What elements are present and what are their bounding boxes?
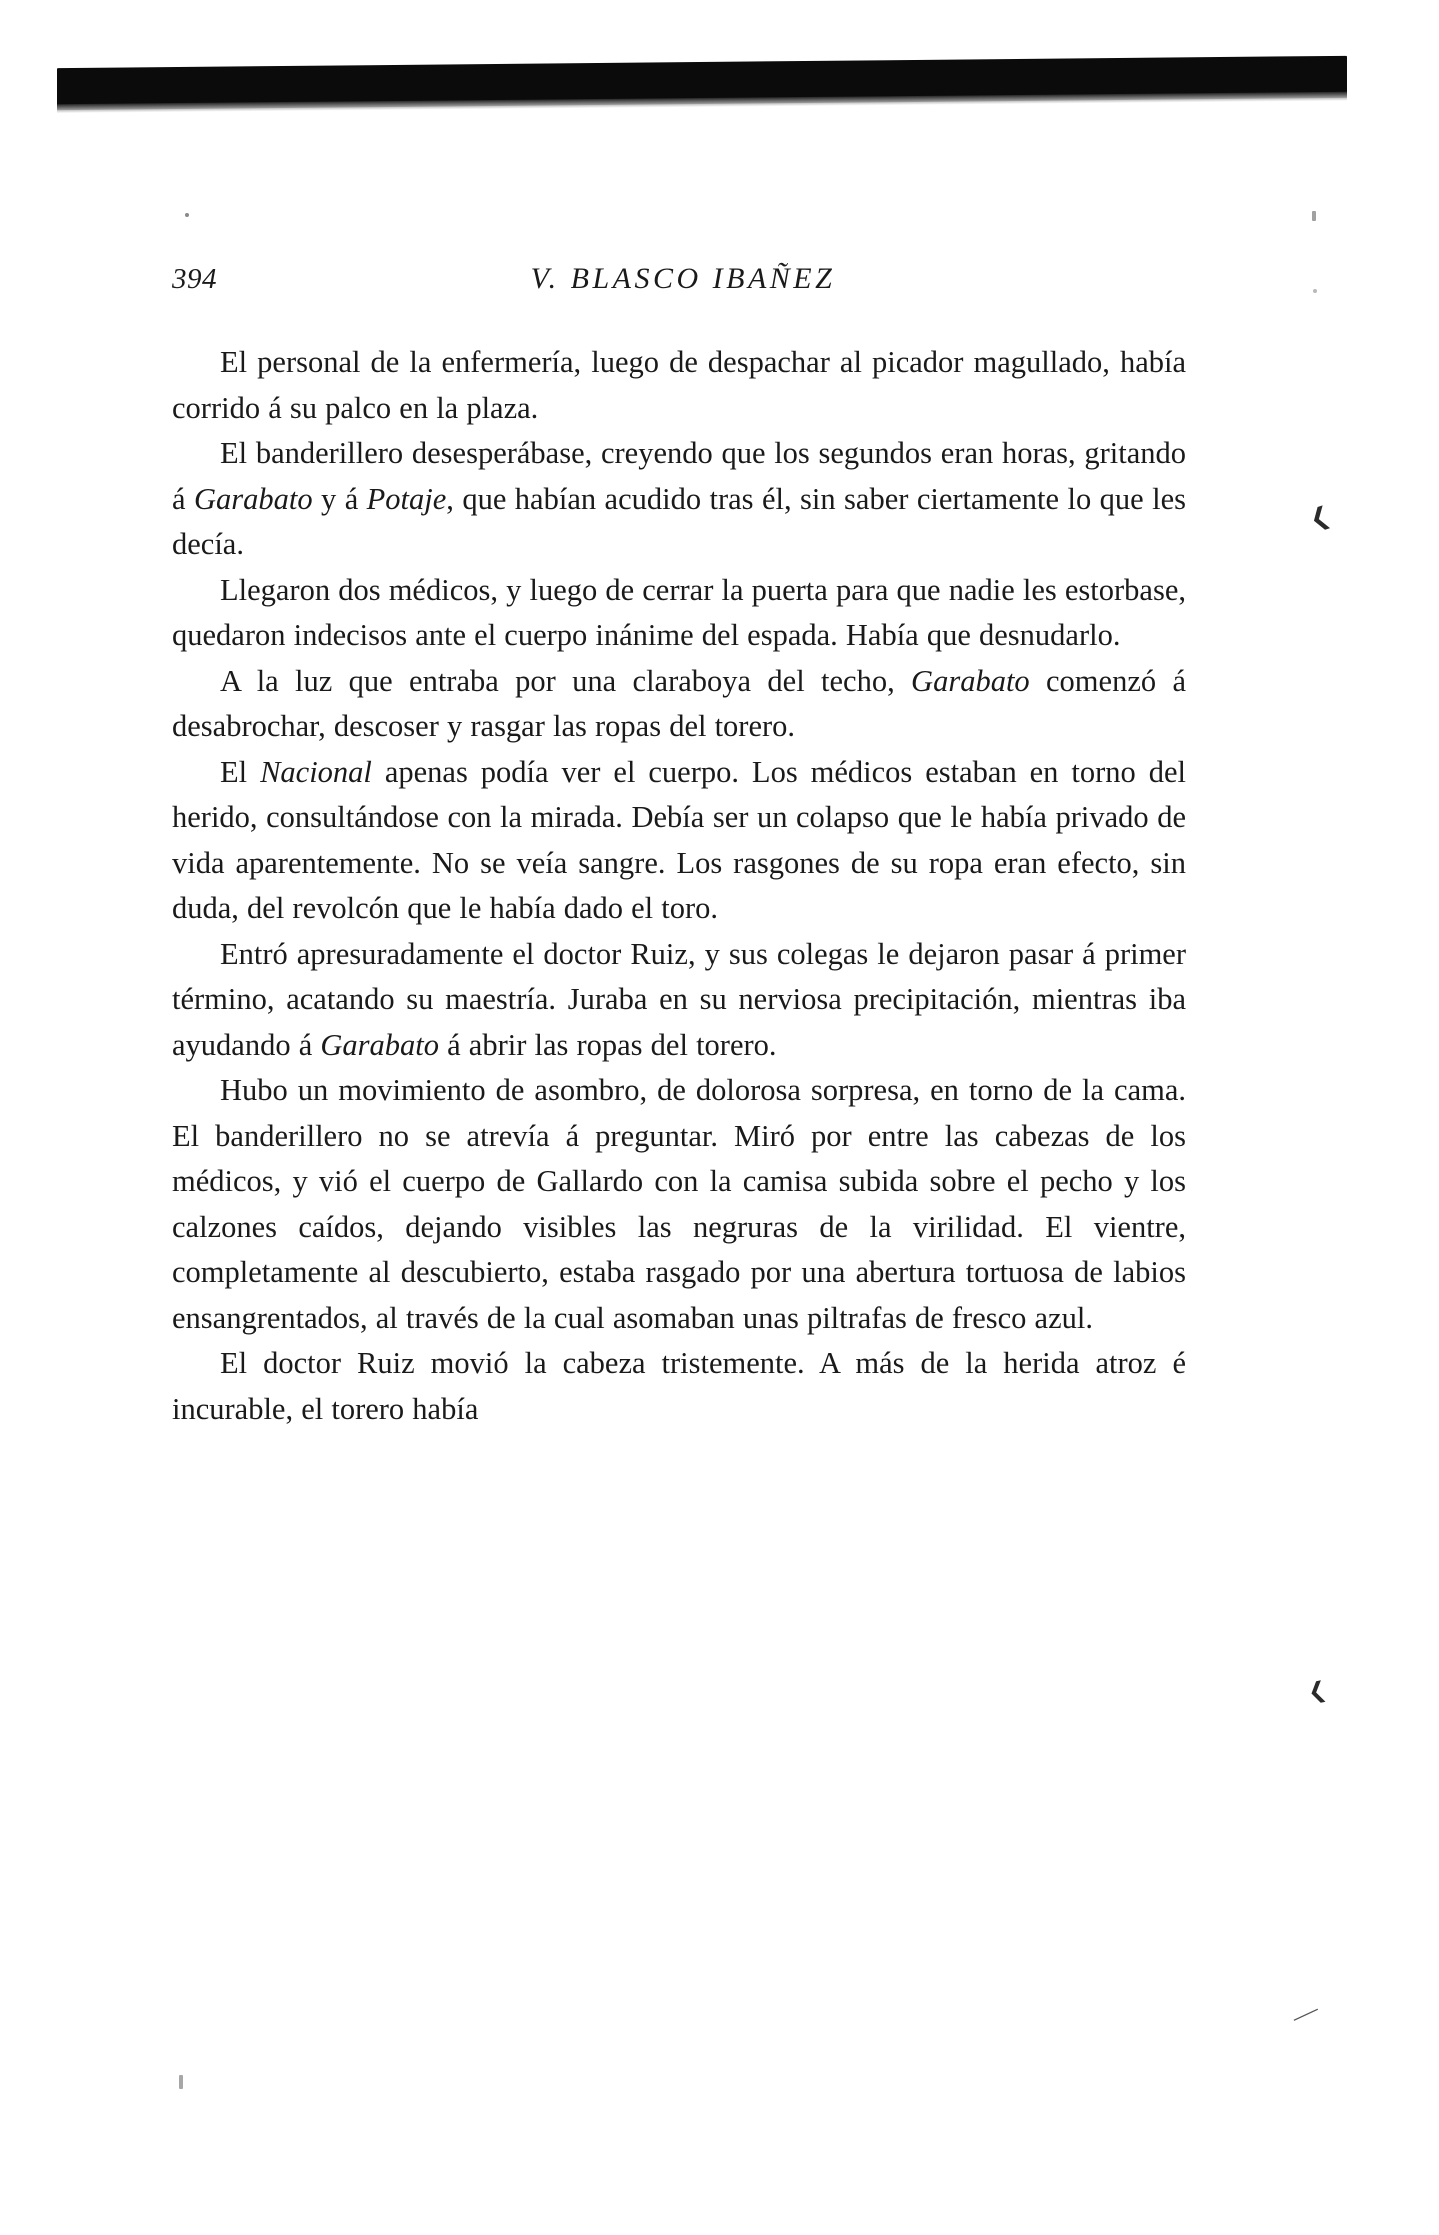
scan-artifact-bar bbox=[57, 56, 1347, 110]
paragraph: Llegaron dos médicos, y luego de cerrar la puerta para que nadie les estorbase, quedaron indecisos ante el cuerpo inánime del espada. Había que desnudarlo. bbox=[172, 572, 1186, 652]
paragraph: Entró apresuradamente el doctor Ruiz, y sus colegas le dejaron pasar á primer término, acatando su maestría. Juraba en su nerviosa precipitación, mientras iba ayudando á Garabato á abrir las ropas del torero. bbox=[172, 936, 1186, 1062]
paragraph: A la luz que entraba por una claraboya del techo, Garabato comenzó á desabrochar, descoser y rasgar las ropas del torero. bbox=[172, 663, 1186, 743]
scan-speck bbox=[179, 2075, 183, 2089]
pen-mark-icon: ❮ bbox=[1305, 1676, 1329, 1705]
paragraph: El personal de la enfermería, luego de despachar al picador magullado, había corrido á su palco en la plaza. bbox=[172, 345, 1186, 425]
scan-speck bbox=[1312, 211, 1316, 221]
pen-mark-icon: ❮ bbox=[1306, 502, 1334, 534]
italic-term: Garabato bbox=[193, 481, 313, 516]
italic-term: Potaje bbox=[366, 481, 447, 516]
pen-mark-icon: — bbox=[1286, 1993, 1323, 2032]
paragraph: El banderillero desesperábase, creyendo que los segundos eran horas, gritando á Garabato y á Potaje, que habían acudido tras él, sin saber ciertamente lo que les decía. bbox=[172, 436, 1186, 561]
page-content bbox=[172, 262, 1186, 1432]
scan-speck bbox=[185, 213, 189, 217]
body-text bbox=[172, 340, 1186, 1432]
page-header bbox=[172, 262, 1186, 296]
italic-term: Nacional bbox=[260, 754, 372, 789]
scan-speck bbox=[1313, 289, 1317, 293]
paragraph: El Nacional apenas podía ver el cuerpo. Los médicos estaban en torno del herido, consultándose con la mirada. Debía ser un colapso que le había privado de vida aparentemente. No se veía sangre. Los rasgones de su ropa eran efecto, sin duda, del revolcón que le había dado el toro. bbox=[172, 754, 1186, 925]
italic-term: Garabato bbox=[911, 663, 1030, 698]
page-number: 394 bbox=[172, 263, 217, 295]
paragraph: Hubo un movimiento de asombro, de dolorosa sorpresa, en torno de la cama. El banderillero no se atrevía á preguntar. Miró por entre las cabezas de los médicos, y vió el cuerpo de Gallardo con la camisa subida sobre el pecho y los calzones caídos, dejando visibles las negruras de la virilidad. El vientre, completamente al descubierto, estaba rasgado por una abertura tortuosa de labios ensangrentados, al través de la cual asomaban unas piltrafas de fresco azul. bbox=[172, 1073, 1186, 1335]
running-title: V. BLASCO IBAÑEZ bbox=[530, 262, 836, 295]
paragraph: El doctor Ruiz movió la cabeza tristemente. A más de la herida atroz é incurable, el torero había bbox=[172, 1346, 1186, 1426]
italic-term: Garabato bbox=[320, 1027, 439, 1062]
